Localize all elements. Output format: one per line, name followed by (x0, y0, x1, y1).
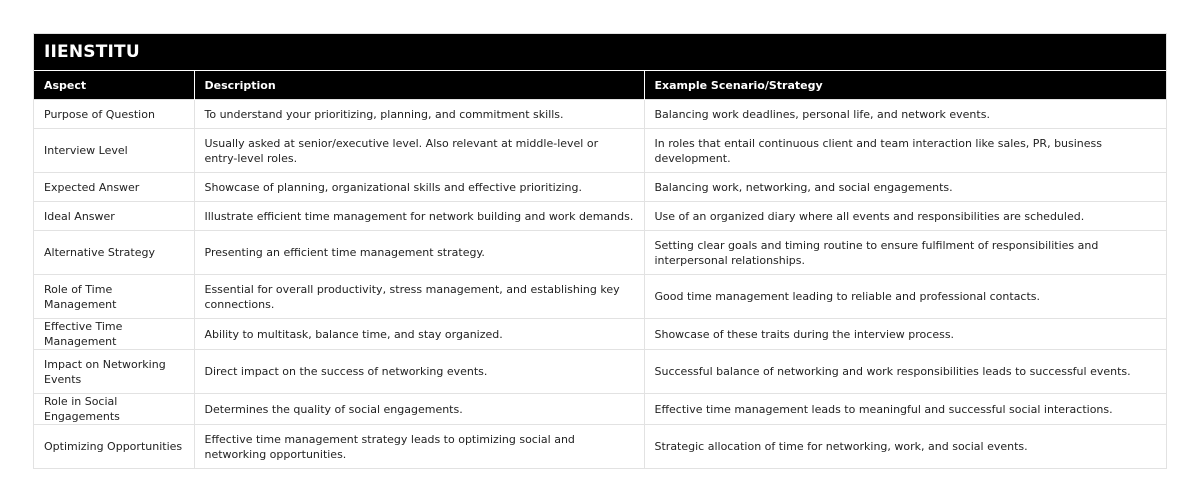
table-row (34, 275, 1166, 319)
cell-description: Essential for overall productivity, stress management, and establishing key connections. (194, 275, 644, 319)
table-row (34, 202, 1166, 231)
brand-header (34, 34, 1166, 71)
cell-example: Strategic allocation of time for networking, work, and social events. (644, 425, 1166, 469)
column-header-description: Description (194, 71, 644, 100)
table-row (34, 394, 1166, 425)
cell-description: Illustrate efficient time management for network building and work demands. (194, 202, 644, 231)
cell-description: Usually asked at senior/executive level. Also relevant at middle-level or entry-level roles. (194, 129, 644, 173)
cell-aspect: Alternative Strategy (34, 231, 194, 275)
cell-aspect: Purpose of Question (34, 100, 194, 129)
cell-example: Use of an organized diary where all events and responsibilities are scheduled. (644, 202, 1166, 231)
cell-example: Setting clear goals and timing routine to ensure fulfilment of responsibilities and interpersonal relationships. (644, 231, 1166, 275)
cell-description: To understand your prioritizing, planning, and commitment skills. (194, 100, 644, 129)
cell-example: Good time management leading to reliable and professional contacts. (644, 275, 1166, 319)
cell-aspect: Role of Time Management (34, 275, 194, 319)
cell-aspect: Effective Time Management (34, 319, 194, 350)
cell-example: In roles that entail continuous client and team interaction like sales, PR, business development. (644, 129, 1166, 173)
column-header-aspect: Aspect (34, 71, 194, 100)
cell-example: Balancing work deadlines, personal life, and network events. (644, 100, 1166, 129)
cell-description: Direct impact on the success of networking events. (194, 350, 644, 394)
cell-description: Ability to multitask, balance time, and stay organized. (194, 319, 644, 350)
table-row (34, 100, 1166, 129)
cell-example: Effective time management leads to meaningful and successful social interactions. (644, 394, 1166, 425)
cell-aspect: Role in Social Engagements (34, 394, 194, 425)
cell-description: Presenting an efficient time management strategy. (194, 231, 644, 275)
table-row (34, 231, 1166, 275)
cell-aspect: Ideal Answer (34, 202, 194, 231)
table-row (34, 173, 1166, 202)
cell-example: Showcase of these traits during the interview process. (644, 319, 1166, 350)
cell-description: Showcase of planning, organizational skills and effective prioritizing. (194, 173, 644, 202)
cell-aspect: Expected Answer (34, 173, 194, 202)
cell-aspect: Interview Level (34, 129, 194, 173)
table-row (34, 319, 1166, 350)
table-row (34, 350, 1166, 394)
column-header-example: Example Scenario/Strategy (644, 71, 1166, 100)
table-row (34, 425, 1166, 469)
brand-logo-text: IIENSTITU (44, 42, 140, 62)
cell-example: Successful balance of networking and work responsibilities leads to successful events. (644, 350, 1166, 394)
cell-description: Effective time management strategy leads to optimizing social and networking opportunities. (194, 425, 644, 469)
table-row (34, 129, 1166, 173)
header-row (34, 71, 1166, 100)
cell-aspect: Impact on Networking Events (34, 350, 194, 394)
cell-description: Determines the quality of social engagements. (194, 394, 644, 425)
data-table (34, 71, 1166, 468)
table-card (33, 33, 1167, 469)
cell-aspect: Optimizing Opportunities (34, 425, 194, 469)
cell-example: Balancing work, networking, and social engagements. (644, 173, 1166, 202)
